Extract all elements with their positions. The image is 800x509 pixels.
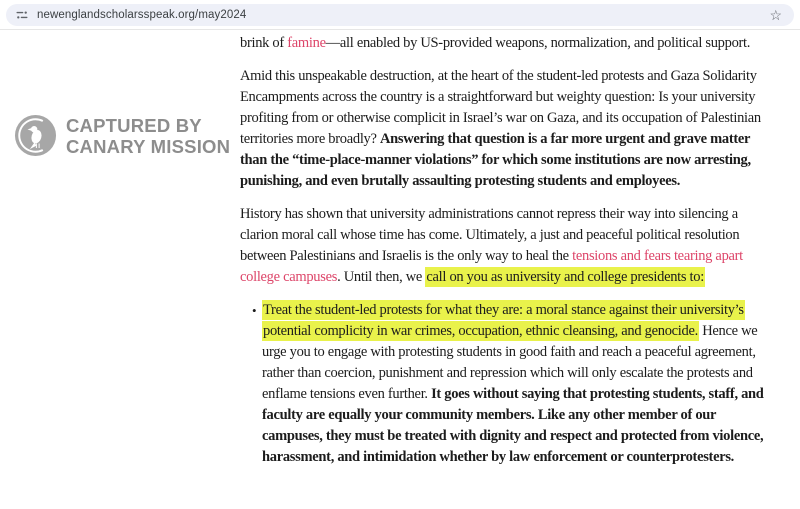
inline-link[interactable]: famine <box>287 35 326 51</box>
text-segment: —all enabled by US-provided weapons, normalization, and political support. <box>325 35 751 51</box>
text-segment: Answering that question is a far more urgent and grave matter than the “time-place-manner violations” for which some institutions are now arresting, punishing, and even brutally assaulting protesting students and employees. <box>240 131 751 189</box>
text-segment: call on you as university and college presidents to: <box>426 269 704 285</box>
page-content <box>0 30 800 468</box>
bookmark-star-icon[interactable]: ☆ <box>769 6 782 23</box>
text-segment: brink of <box>240 35 288 51</box>
text-segment: It goes without saying that protesting students, staff, and faculty are equally your community members. Like any other member of our campuses, they must be treated with dignity and respect and protected from violence, harassment, and intimidation whether by law enforcement or counterprotesters. <box>262 386 764 465</box>
paragraph <box>240 66 768 192</box>
canary-mission-watermark <box>14 114 230 157</box>
paragraph <box>240 33 768 54</box>
text-segment: Amid this unspeakable destruction, at the heart of the student-led protests and Gaza Solidarity Encampments across the country is a straightforward but weighty question: Is your university profiting from or otherwise complicit in Israel’s war on Gaza, and its occupation of Palestinian territories more broadly? <box>240 68 761 147</box>
article <box>240 30 768 468</box>
bullet-text <box>262 300 768 468</box>
site-info-icon[interactable] <box>16 9 28 21</box>
bullet-item <box>240 300 768 468</box>
text-segment: Treat the student-led protests for what they are: a moral stance against their university’s potential complicity in war crimes, occupation, ethnic cleansing, and genocide. <box>263 302 744 339</box>
browser-toolbar <box>0 0 800 30</box>
text-segment: History has shown that university administrations cannot repress their way into silencing a clarion moral call whose time has come. Ultimately, a just and peaceful political resolution between Palestinians and Israelis is the only way to heal the <box>240 206 740 264</box>
watermark-line2: CANARY MISSION <box>66 135 231 157</box>
canary-bird-icon <box>14 114 57 157</box>
paragraph <box>240 204 768 288</box>
text-segment: . Until then, we <box>337 269 426 285</box>
url-text: newenglandscholarsspeak.org/may2024 <box>37 8 247 21</box>
bullet-marker: • <box>252 303 257 318</box>
address-bar[interactable] <box>6 4 794 26</box>
inline-link[interactable]: tensions and fears tearing apart college campuses <box>240 248 743 285</box>
watermark-line1: CAPTURED BY <box>66 114 202 136</box>
text-segment: Hence we urge you to engage with protesting students in good faith and reach a peaceful agreement, rather than coercion, punishment and repression which will only escalate the protests and enflame tensions even further. <box>262 323 758 402</box>
